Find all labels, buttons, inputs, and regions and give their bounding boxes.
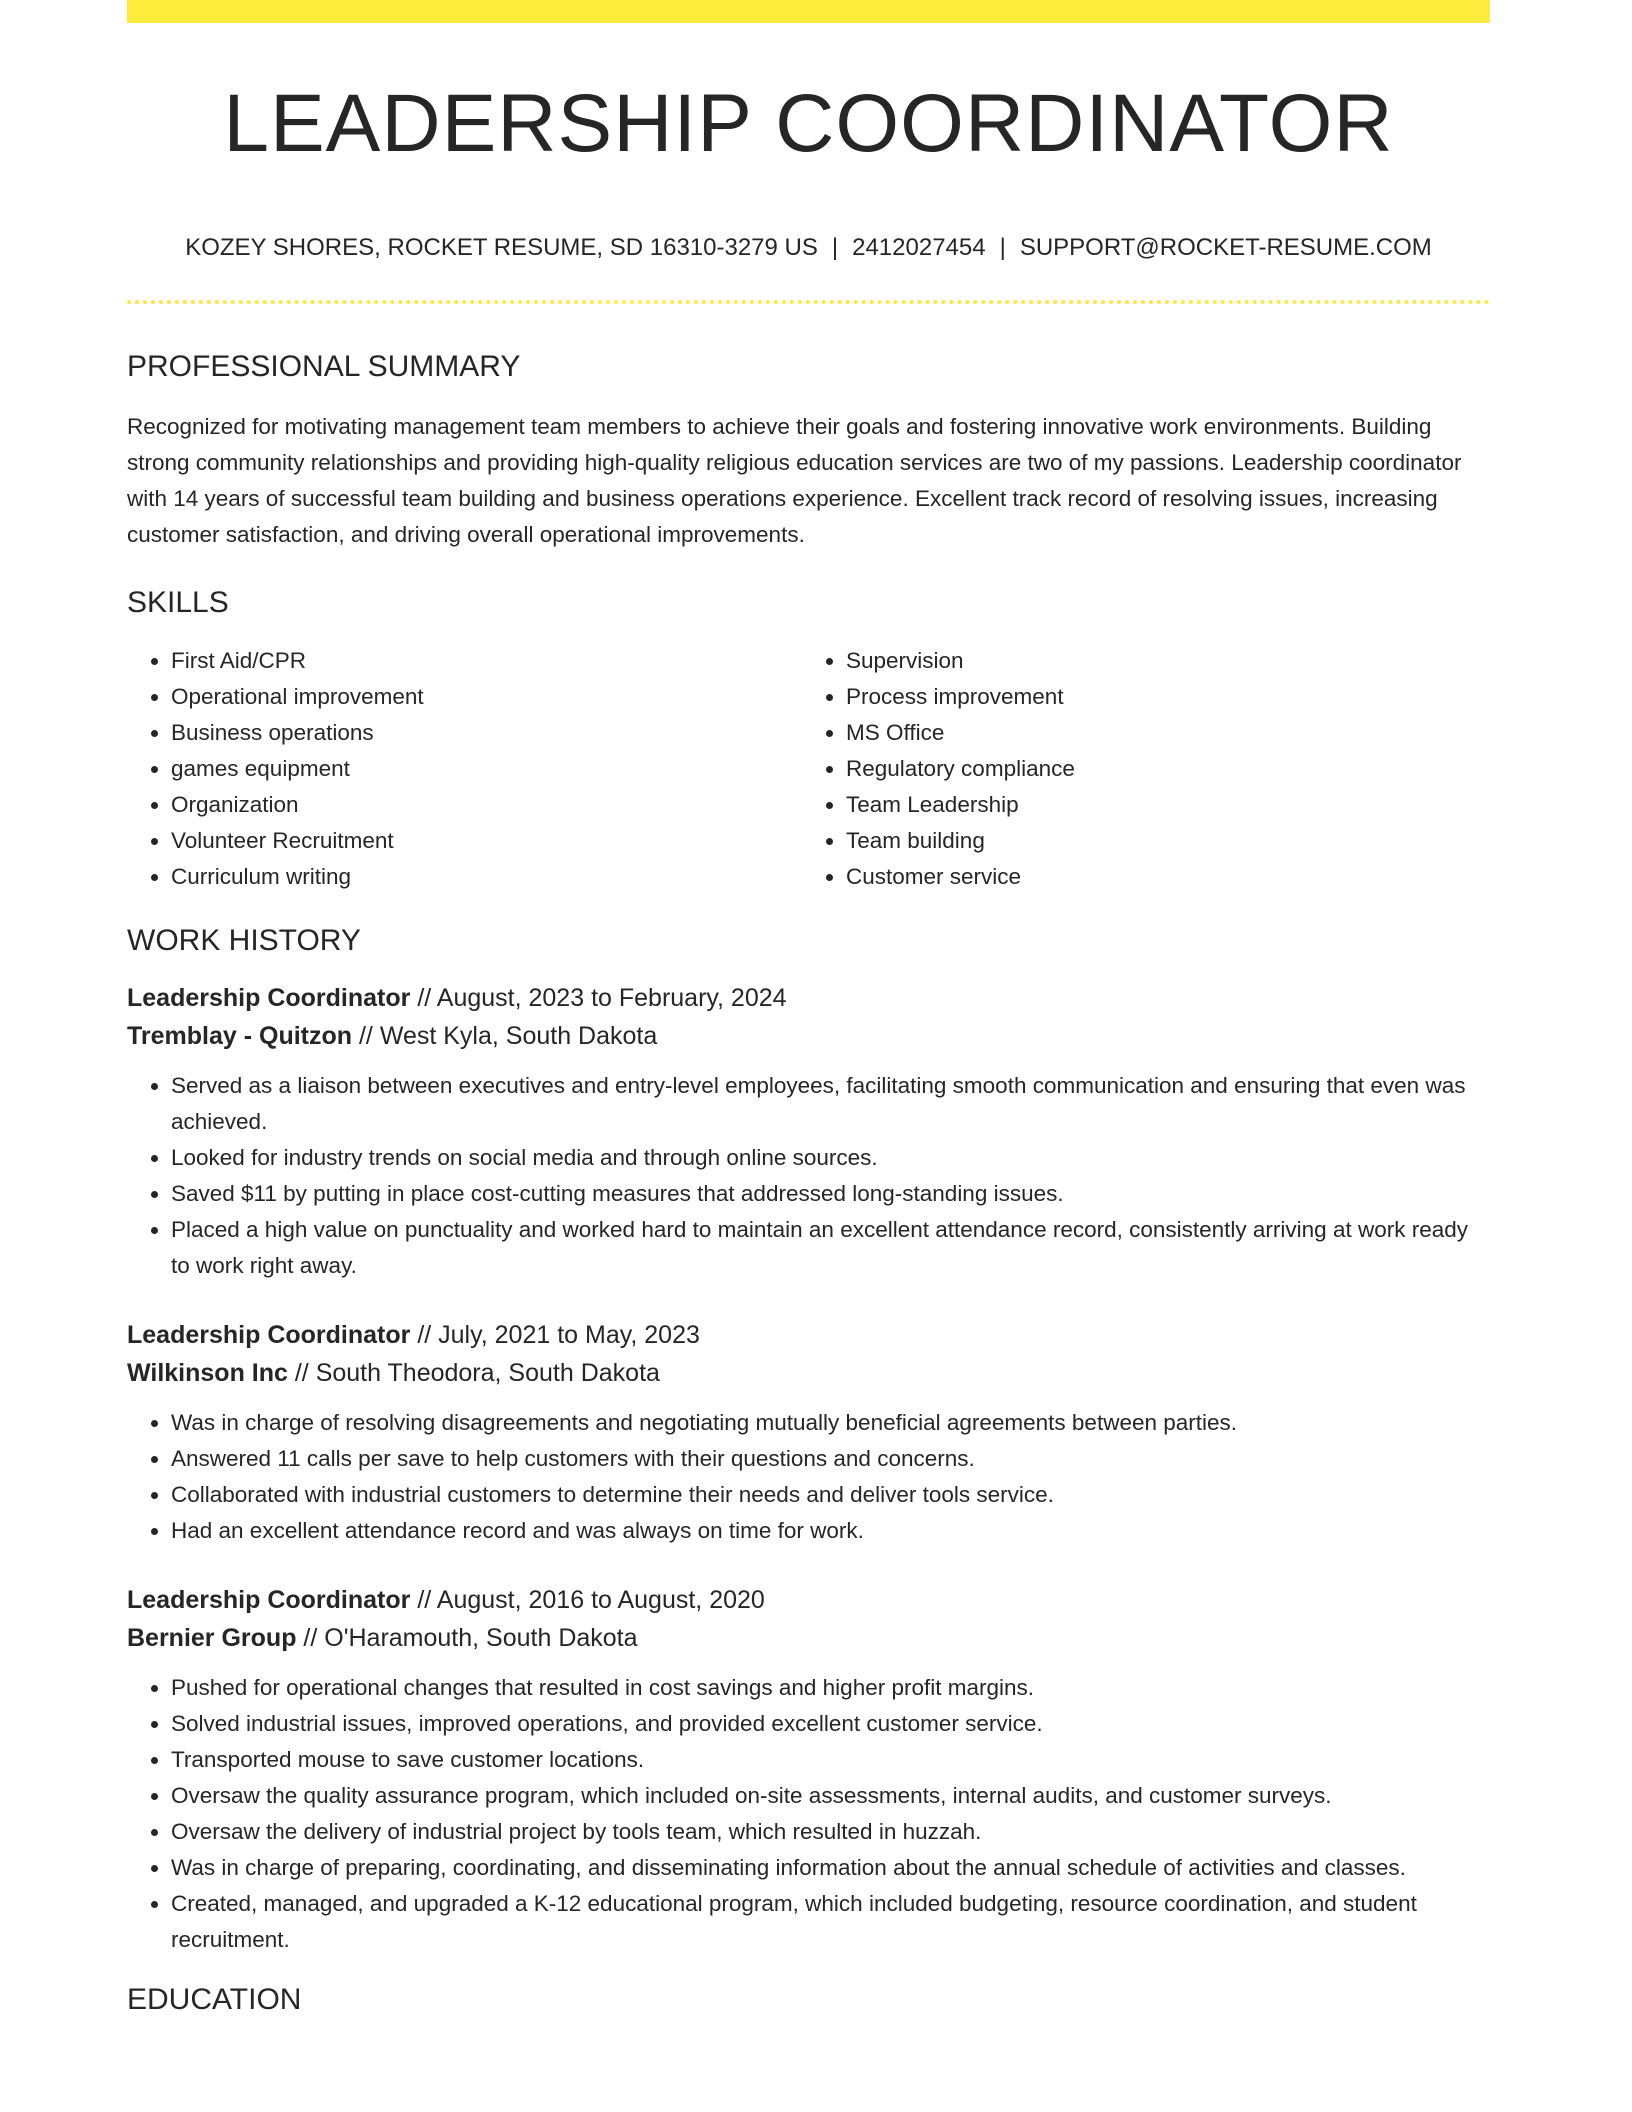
job-company: Bernier Group [127,1623,297,1652]
skills-heading: SKILLS [127,585,229,619]
skill-item: • Operational improvement [171,679,801,715]
job-dates: // July, 2021 to May, 2023 [410,1320,700,1349]
job-bullet: • Served as a liaison between executives and entry-level employees, facilitating smooth communication and ensuring that even was achieved. [171,1068,1490,1140]
job-bullet: • Created, managed, and upgraded a K-12 educational program, which included budgeting, resource coordination, and student recruitment. [171,1886,1490,1958]
job-role: Leadership Coordinator [127,1585,411,1614]
skill-item: • Customer service [846,859,1476,895]
job-bullets [127,1670,1490,1958]
skills-column-left [127,643,801,895]
skill-item: • First Aid/CPR [171,643,801,679]
contact-phone[interactable]: 2412027454 [852,234,986,261]
job-entry [127,979,1490,1284]
job-bullet: • Transported mouse to save customer locations. [171,1742,1490,1778]
job-dates: // August, 2016 to August, 2020 [410,1585,765,1614]
skill-item: • Organization [171,787,801,823]
job-role: Leadership Coordinator [127,983,411,1012]
job-bullet: • Was in charge of resolving disagreements and negotiating mutually beneficial agreements between parties. [171,1405,1490,1441]
job-bullet: • Solved industrial issues, improved operations, and provided excellent customer service. [171,1706,1490,1742]
contact-separator: | [999,234,1006,261]
contact-line [127,234,1490,263]
resume-title: LEADERSHIP COORDINATOR [223,78,1394,169]
accent-top-bar [127,0,1490,23]
job-entry [127,1581,1490,1958]
dotted-divider [127,300,1490,304]
skill-item: • Regulatory compliance [846,751,1476,787]
job-bullet: • Placed a high value on punctuality and worked hard to maintain an excellent attendance record, consistently arriving at work ready to work right away. [171,1212,1490,1284]
job-dates: // August, 2023 to February, 2024 [410,983,787,1012]
skill-item: • Team Leadership [846,787,1476,823]
job-location: // O'Haramouth, South Dakota [296,1623,638,1652]
job-bullet: • Oversaw the delivery of industrial project by tools team, which resulted in huzzah. [171,1814,1490,1850]
skills-list [127,643,1490,895]
job-entry [127,1316,1490,1549]
summary-heading: PROFESSIONAL SUMMARY [127,349,521,383]
job-title-line [127,1581,1490,1619]
job-bullets [127,1068,1490,1284]
job-bullet: • Had an excellent attendance record and was always on time for work. [171,1513,1490,1549]
job-title-line [127,979,1490,1017]
job-bullet: • Collaborated with industrial customers to determine their needs and deliver tools service. [171,1477,1490,1513]
resume-page [127,0,1490,2018]
contact-email[interactable]: SUPPORT@ROCKET-RESUME.COM [1019,234,1432,261]
skills-column-right [801,643,1476,895]
skill-item: • Curriculum writing [171,859,801,895]
job-company-line [127,1619,1490,1657]
skill-item: • Supervision [846,643,1476,679]
skill-item: • Business operations [171,715,801,751]
skill-item: • Team building [846,823,1476,859]
job-bullet: • Was in charge of preparing, coordinating, and disseminating information about the annual schedule of activities and classes. [171,1850,1490,1886]
contact-address: KOZEY SHORES, ROCKET RESUME, SD 16310-3279 US [185,234,818,261]
job-bullet: • Answered 11 calls per save to help customers with their questions and concerns. [171,1441,1490,1477]
job-bullet: • Saved $11 by putting in place cost-cutting measures that addressed long-standing issues. [171,1176,1490,1212]
job-bullet: • Pushed for operational changes that resulted in cost savings and higher profit margins. [171,1670,1490,1706]
job-role: Leadership Coordinator [127,1320,411,1349]
skill-item: • MS Office [846,715,1476,751]
job-bullet: • Oversaw the quality assurance program, which included on-site assessments, internal audits, and customer surveys. [171,1778,1490,1814]
job-company: Tremblay - Quitzon [127,1021,353,1050]
job-bullets [127,1405,1490,1549]
job-title-line [127,1316,1490,1354]
skill-item: • games equipment [171,751,801,787]
contact-separator: | [831,234,839,261]
job-location: // West Kyla, South Dakota [352,1021,658,1050]
work-history-heading: WORK HISTORY [127,923,361,957]
job-company-line [127,1354,1490,1392]
job-bullet: • Looked for industry trends on social media and through online sources. [171,1140,1490,1176]
skill-item: • Process improvement [846,679,1476,715]
skill-item: • Volunteer Recruitment [171,823,801,859]
job-company: Wilkinson Inc [127,1358,288,1387]
summary-text: Recognized for motivating management team members to achieve their goals and fostering innovative work environments. Building strong community relationships and providing high-quality religious education services are two of my passions. Leadership coordinator with 14 years of successful team building and business operations experience. Excellent track record of resolving issues, increasing customer satisfaction, and driving overall operational improvements. [127,413,1462,547]
education-heading: EDUCATION [127,1982,302,2016]
job-company-line [127,1017,1490,1055]
job-location: // South Theodora, South Dakota [287,1358,660,1387]
